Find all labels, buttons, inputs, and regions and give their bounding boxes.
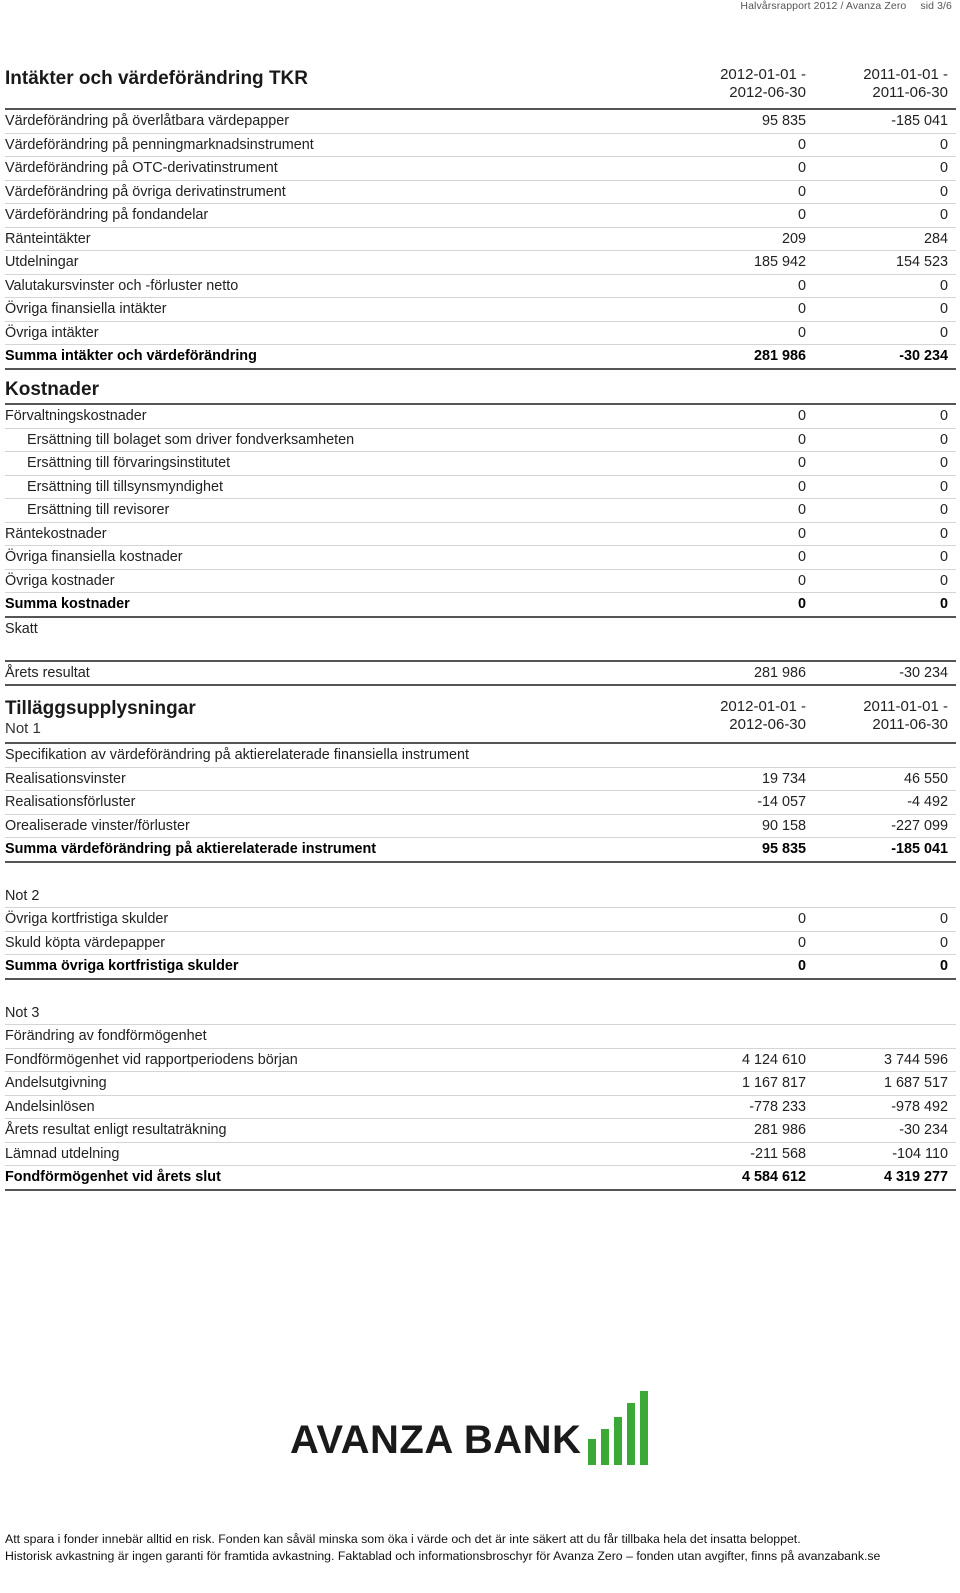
sum-row — [5, 1166, 956, 1191]
row-value-current: 0 — [797, 324, 806, 341]
row-label: Orealiserade vinster/förluster — [5, 817, 190, 834]
row-value-current: 90 158 — [761, 817, 806, 834]
tax-label: Skatt — [5, 620, 38, 637]
row-value-current: -14 057 — [757, 794, 806, 810]
row-value-previous: -104 110 — [892, 1145, 948, 1162]
note2-rows — [5, 908, 956, 980]
period-end: 2011-06-30 — [872, 716, 948, 733]
row-value-current: 0 — [797, 549, 806, 565]
row-value-current: 4 584 612 — [741, 1169, 806, 1185]
row-value-previous: -4 492 — [907, 794, 948, 810]
note3-rows — [5, 1049, 956, 1191]
sum-row — [5, 955, 956, 980]
row-value-current: 281 986 — [753, 348, 806, 364]
note2-label: Not 2 — [5, 887, 40, 904]
row-label: Lämnad utdelning — [5, 1145, 120, 1162]
row-value-previous: 0 — [939, 207, 948, 223]
table-row — [5, 298, 956, 322]
row-value-current: 0 — [797, 525, 806, 542]
row-value-current: 0 — [797, 408, 806, 424]
row-value-current: 0 — [797, 911, 806, 927]
row-label: Värdeförändring på fondandelar — [5, 207, 209, 223]
row-value-current: 0 — [797, 431, 806, 448]
row-value-previous: 0 — [939, 277, 948, 294]
row-value-previous: -185 041 — [891, 841, 948, 857]
avanza-bank-logo — [290, 1385, 650, 1465]
period-start: 2012-01-01 - — [720, 698, 806, 715]
period-end: 2012-06-30 — [729, 84, 806, 101]
row-label: Räntekostnader — [5, 525, 107, 542]
row-value-previous: -227 099 — [891, 817, 948, 834]
note1-rows — [5, 768, 956, 863]
row-value-current: 281 986 — [753, 1122, 806, 1138]
row-value-current: 1 167 817 — [741, 1075, 806, 1091]
row-value-previous: 1 687 517 — [883, 1075, 948, 1091]
row-value-previous: 0 — [939, 324, 948, 341]
row-label: Summa intäkter och värdeförändring — [5, 348, 257, 364]
row-value-previous: 4 319 277 — [883, 1169, 948, 1185]
row-value-current: 0 — [797, 183, 806, 200]
row-label: Ersättning till revisorer — [27, 502, 170, 518]
table-row — [5, 405, 956, 429]
note2-label-row — [5, 885, 956, 909]
row-value-previous: 154 523 — [895, 254, 948, 270]
table-row — [5, 1049, 956, 1073]
row-value-previous: 0 — [939, 431, 948, 448]
cost-rows — [5, 405, 956, 618]
row-label: Övriga finansiella kostnader — [5, 549, 183, 565]
row-label: Realisationsförluster — [5, 794, 136, 810]
table-row — [5, 181, 956, 205]
row-value-current: 0 — [797, 301, 806, 317]
table-row — [5, 932, 956, 956]
row-value-previous: 0 — [939, 911, 948, 927]
costs-title: Kostnader — [5, 377, 956, 405]
row-label: Värdeförändring på OTC-derivatinstrument — [5, 160, 278, 176]
row-value-current: 185 942 — [753, 254, 806, 270]
row-value-current: 0 — [797, 207, 806, 223]
row-label: Summa värdeförändring på aktierelaterade instrument — [5, 841, 377, 857]
result-row — [5, 660, 956, 687]
table-row — [5, 523, 956, 547]
row-label: Summa övriga kortfristiga skulder — [5, 958, 239, 974]
sum-row — [5, 838, 956, 863]
row-value-previous: 0 — [939, 160, 948, 176]
row-value-current: 0 — [797, 958, 806, 974]
row-label: Utdelningar — [5, 254, 79, 270]
costs-section — [5, 377, 956, 686]
table-row — [5, 228, 956, 252]
row-value-current: 0 — [797, 455, 806, 471]
table-row — [5, 157, 956, 181]
row-value-current: 209 — [781, 230, 806, 247]
supplementary-title: Tilläggsupplysningar — [5, 698, 196, 719]
row-value-previous: 0 — [939, 596, 948, 612]
table-row — [5, 322, 956, 346]
logo-bars-icon — [586, 1389, 650, 1465]
row-value-current: 0 — [797, 934, 806, 951]
row-label: Övriga intäkter — [5, 324, 99, 341]
table-row — [5, 275, 956, 299]
period-end: 2012-06-30 — [729, 716, 806, 733]
row-value-previous: 0 — [939, 525, 948, 542]
note1-label: Not 1 — [5, 720, 41, 737]
row-value-previous: 0 — [939, 958, 948, 974]
tax-row — [5, 618, 956, 648]
sum-row — [5, 593, 956, 618]
row-value-previous: -30 234 — [899, 1122, 948, 1138]
logo-text: AVANZA BANK — [290, 1418, 582, 1462]
row-value-current: 0 — [797, 502, 806, 518]
supp-period-current — [666, 698, 806, 734]
income-section — [5, 58, 956, 370]
row-label: Fondförmögenhet vid årets slut — [5, 1169, 221, 1185]
row-label: Årets resultat — [5, 664, 90, 681]
table-row — [5, 251, 956, 275]
table-row — [5, 499, 956, 523]
row-value-current: 19 734 — [761, 770, 806, 787]
income-header — [5, 58, 956, 108]
row-value-current: -778 233 — [749, 1098, 806, 1115]
row-label: Ersättning till tillsynsmyndighet — [27, 478, 223, 495]
table-row — [5, 1096, 956, 1120]
row-value-previous: 0 — [939, 502, 948, 518]
row-value-previous: 0 — [939, 549, 948, 565]
note3-heading-text: Förändring av fondförmögenhet — [5, 1028, 207, 1044]
row-label: Övriga finansiella intäkter — [5, 301, 167, 317]
row-value-current: 95 835 — [761, 113, 806, 129]
row-label: Skuld köpta värdepapper — [5, 934, 166, 951]
table-row — [5, 429, 956, 453]
row-value-previous: 0 — [939, 408, 948, 424]
row-value-previous: -978 492 — [891, 1098, 948, 1115]
row-value-previous: 0 — [939, 572, 948, 589]
period-end: 2011-06-30 — [872, 84, 948, 101]
row-label: Värdeförändring på överlåtbara värdepapper — [5, 113, 290, 129]
disclaimer-line-2: Historisk avkastning är ingen garanti för framtida avkastning. Faktablad och informationsbroschyr för Avanza Zero – fonden utan avgifter, finns på avanzabank.se — [5, 1549, 881, 1563]
table-row — [5, 768, 956, 792]
row-label: Fondförmögenhet vid rapportperiodens början — [5, 1051, 298, 1068]
income-period-previous — [808, 66, 948, 102]
row-label: Ersättning till förvaringsinstitutet — [27, 455, 231, 471]
row-value-previous: -185 041 — [891, 113, 948, 129]
table-row — [5, 908, 956, 932]
table-row — [5, 1119, 956, 1143]
table-row — [5, 204, 956, 228]
supplementary-section — [5, 690, 956, 1191]
supp-period-previous — [808, 698, 948, 734]
row-label: Ränteintäkter — [5, 230, 91, 247]
disclaimer-line-1: Att spara i fonder innebär alltid en risk. Fonden kan såväl minska som öka i värde och det är inte säkert att du får tillbaka hela det insatta beloppet. — [5, 1532, 801, 1546]
row-label: Årets resultat enligt resultaträkning — [5, 1122, 227, 1138]
row-value-previous: 0 — [939, 136, 948, 153]
income-period-current — [666, 66, 806, 102]
row-value-current: 0 — [797, 596, 806, 612]
row-label: Övriga kostnader — [5, 572, 115, 589]
row-value-previous: 3 744 596 — [883, 1051, 948, 1068]
period-start: 2011-01-01 - — [863, 66, 948, 83]
row-value-previous: -30 234 — [899, 664, 948, 681]
table-row — [5, 546, 956, 570]
row-value-previous: 0 — [939, 455, 948, 471]
table-row — [5, 476, 956, 500]
page-header — [740, 0, 952, 14]
page-number: sid 3/6 — [920, 0, 952, 12]
table-row — [5, 108, 956, 134]
row-value-previous: 0 — [939, 934, 948, 951]
row-value-previous: 284 — [923, 230, 948, 247]
sum-row — [5, 345, 956, 370]
row-value-current: 0 — [797, 277, 806, 294]
row-value-previous: -30 234 — [899, 348, 948, 364]
table-row — [5, 791, 956, 815]
table-row — [5, 134, 956, 158]
note3-label-row — [5, 1002, 956, 1026]
row-value-previous: 0 — [939, 478, 948, 495]
note3-heading — [5, 1025, 956, 1049]
row-label: Övriga kortfristiga skulder — [5, 911, 169, 927]
row-value-current: 281 986 — [753, 664, 806, 681]
row-label: Summa kostnader — [5, 596, 130, 612]
row-value-current: 4 124 610 — [741, 1051, 806, 1068]
note1-heading-text: Specifikation av värdeförändring på aktierelaterade finansiella instrument — [5, 747, 469, 763]
row-label: Värdeförändring på övriga derivatinstrument — [5, 183, 286, 200]
row-value-previous: 0 — [939, 183, 948, 200]
note3-label: Not 3 — [5, 1004, 40, 1021]
table-row — [5, 1143, 956, 1167]
row-value-current: 0 — [797, 160, 806, 176]
row-value-current: 95 835 — [761, 841, 806, 857]
row-label: Ersättning till bolaget som driver fondverksamheten — [27, 431, 355, 448]
table-row — [5, 570, 956, 594]
row-label: Valutakursvinster och -förluster netto — [5, 277, 239, 294]
table-row — [5, 815, 956, 839]
row-value-current: -211 568 — [750, 1145, 806, 1162]
row-label: Andelsinlösen — [5, 1098, 95, 1115]
row-value-current: 0 — [797, 572, 806, 589]
row-label: Realisationsvinster — [5, 770, 126, 787]
row-label: Andelsutgivning — [5, 1075, 107, 1091]
row-value-current: 0 — [797, 478, 806, 495]
row-value-current: 0 — [797, 136, 806, 153]
table-row — [5, 452, 956, 476]
table-row — [5, 1072, 956, 1096]
note1-heading — [5, 742, 956, 768]
row-label: Värdeförändring på penningmarknadsinstrument — [5, 136, 314, 153]
supplementary-header — [5, 690, 956, 742]
period-start: 2012-01-01 - — [720, 66, 806, 83]
period-start: 2011-01-01 - — [863, 698, 948, 715]
row-value-previous: 46 550 — [903, 770, 948, 787]
income-rows — [5, 108, 956, 370]
row-value-previous: 0 — [939, 301, 948, 317]
report-title: Halvårsrapport 2012 / Avanza Zero — [740, 0, 907, 12]
disclaimer — [5, 1531, 955, 1565]
income-title: Intäkter och värdeförändring TKR — [5, 68, 308, 89]
row-label: Förvaltningskostnader — [5, 408, 147, 424]
